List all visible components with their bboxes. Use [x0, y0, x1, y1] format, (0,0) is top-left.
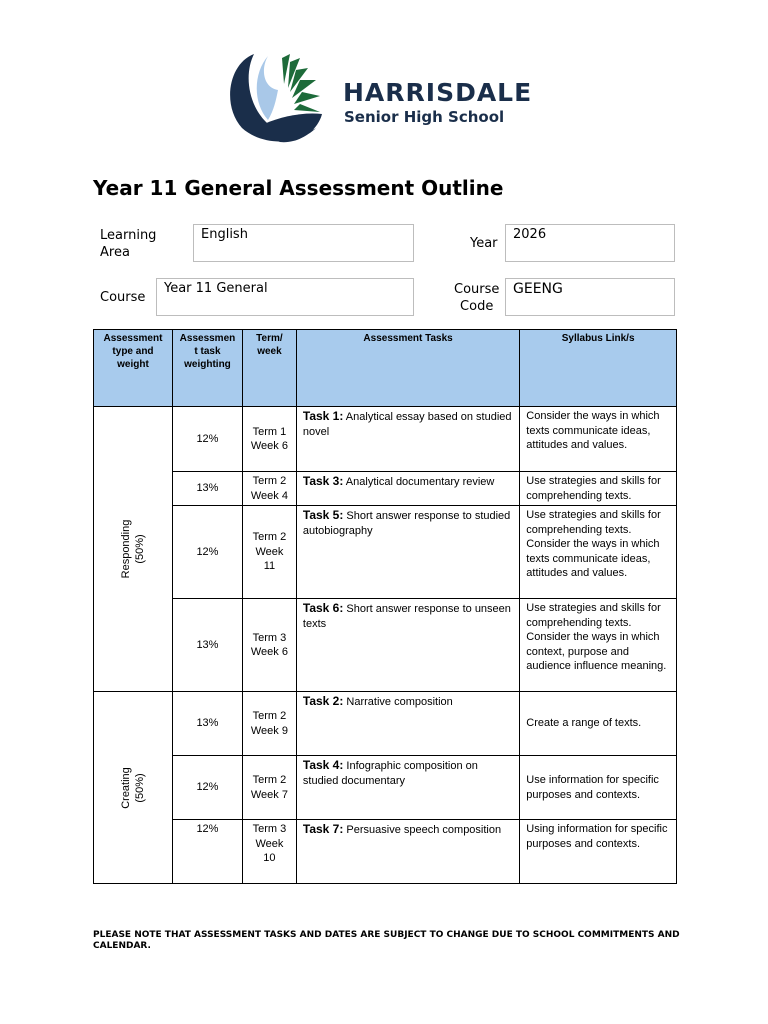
school-subtitle: Senior High School	[344, 108, 505, 126]
table-header-row	[94, 330, 677, 407]
table-row	[94, 692, 677, 756]
course-label: Course	[100, 290, 146, 305]
weighting-cell: 12%	[172, 506, 242, 599]
header-syllabus-links: Syllabus Link/s	[520, 330, 677, 407]
group-creating: Creating (50%)	[94, 692, 173, 884]
course-code-field[interactable]: GEENG	[505, 278, 675, 316]
weighting-cell: 13%	[172, 599, 242, 692]
table-row	[94, 506, 677, 599]
year-field[interactable]: 2026	[505, 224, 675, 262]
term-cell: Term 2 Week 9	[242, 692, 296, 756]
course-code-label: Course Code	[454, 282, 500, 314]
syllabus-cell: Use strategies and skills for comprehending texts. Consider the ways in which texts communicate ideas, attitudes and values.	[520, 506, 677, 599]
learning-area-field[interactable]: English	[193, 224, 414, 262]
table-row	[94, 820, 677, 884]
task-cell: Task 2: Narrative composition	[296, 692, 519, 756]
syllabus-cell: Use information for specific purposes and contexts.	[520, 756, 677, 820]
weighting-cell: 12%	[172, 756, 242, 820]
table-row	[94, 599, 677, 692]
term-cell: Term 2 Week 7	[242, 756, 296, 820]
term-cell: Term 2 Week 11	[242, 506, 296, 599]
syllabus-cell: Use strategies and skills for comprehending texts. Consider the ways in which context, purpose and audience influence meaning.	[520, 599, 677, 692]
header-assessment-tasks: Assessment Tasks	[296, 330, 519, 407]
term-cell: Term 3 Week 10	[242, 820, 296, 884]
syllabus-cell: Consider the ways in which texts communicate ideas, attitudes and values.	[520, 407, 677, 472]
weighting-cell: 12%	[172, 407, 242, 472]
page-title: Year 11 General Assessment Outline	[93, 176, 504, 200]
learning-area-label: Learning Area	[100, 228, 157, 260]
table-row	[94, 756, 677, 820]
weighting-cell: 13%	[172, 472, 242, 506]
term-cell: Term 3 Week 6	[242, 599, 296, 692]
assessment-table	[93, 329, 677, 884]
table-row	[94, 472, 677, 506]
term-cell: Term 1 Week 6	[242, 407, 296, 472]
syllabus-cell: Use strategies and skills for comprehending texts.	[520, 472, 677, 506]
course-field[interactable]: Year 11 General	[156, 278, 414, 316]
task-cell: Task 6: Short answer response to unseen texts	[296, 599, 519, 692]
table-row	[94, 407, 677, 472]
weighting-cell: 13%	[172, 692, 242, 756]
group-responding: Responding (50%)	[94, 407, 173, 692]
header-weighting: Assessmen t task weighting	[172, 330, 242, 407]
term-cell: Term 2 Week 4	[242, 472, 296, 506]
disclaimer-note: PLEASE NOTE THAT ASSESSMENT TASKS AND DATES ARE SUBJECT TO CHANGE DUE TO SCHOOL COMMITMENTS AND CALENDAR.	[93, 930, 680, 951]
task-cell: Task 7: Persuasive speech composition	[296, 820, 519, 884]
header-assessment-type: Assessment type and weight	[94, 330, 173, 407]
header-term-week: Term/ week	[242, 330, 296, 407]
task-cell: Task 1: Analytical essay based on studied novel	[296, 407, 519, 472]
task-cell: Task 5: Short answer response to studied autobiography	[296, 506, 519, 599]
syllabus-cell: Using information for specific purposes and contexts.	[520, 820, 677, 884]
task-cell: Task 4: Infographic composition on studied documentary	[296, 756, 519, 820]
syllabus-cell: Create a range of texts.	[520, 692, 677, 756]
school-name: HARRISDALE	[343, 78, 533, 107]
task-cell: Task 3: Analytical documentary review	[296, 472, 519, 506]
year-label: Year	[470, 236, 498, 251]
weighting-cell: 12%	[172, 820, 242, 884]
